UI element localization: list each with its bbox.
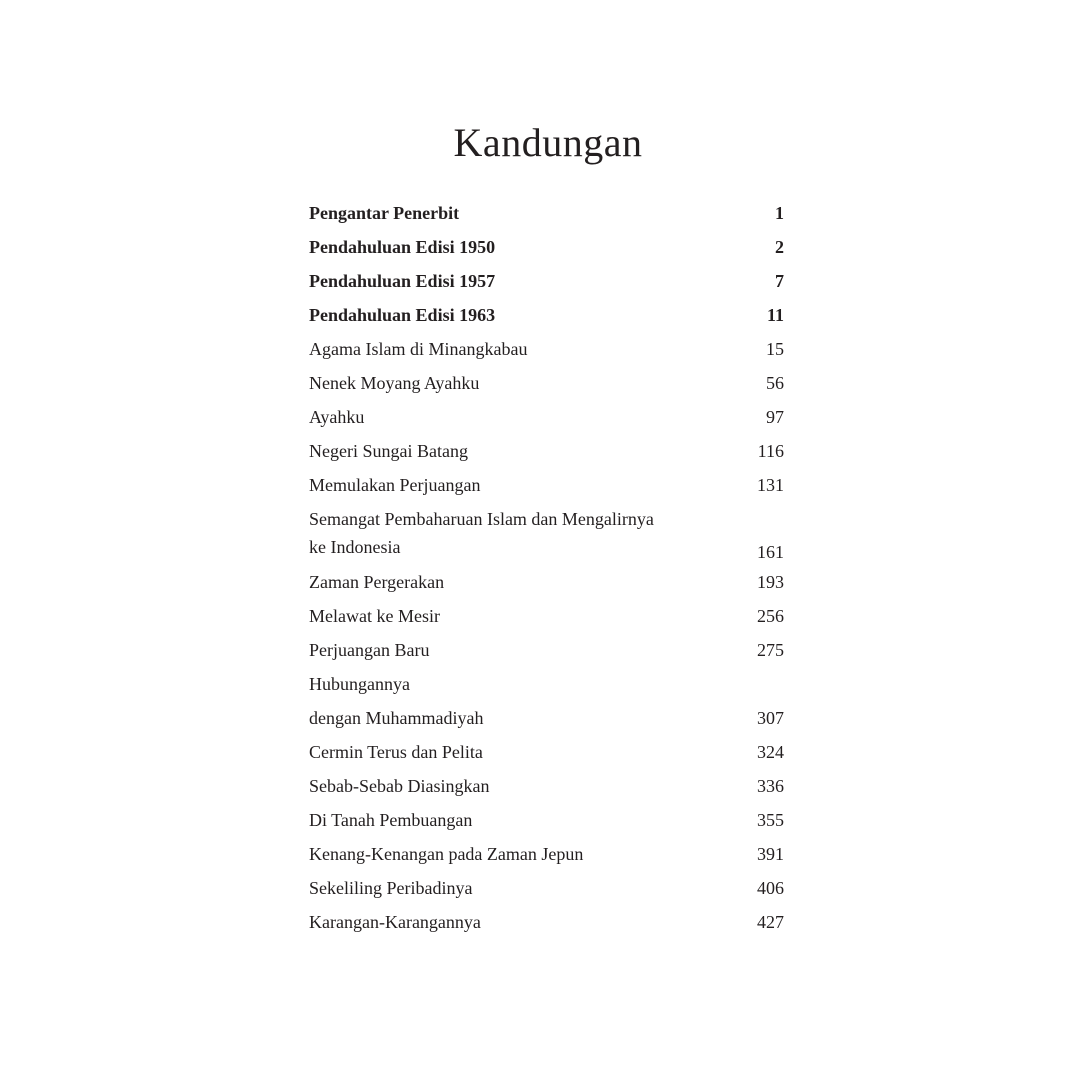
toc-entry — [309, 301, 784, 335]
toc-entry — [309, 840, 784, 874]
table-of-contents — [309, 199, 784, 942]
toc-entry-title: Sebab-Sebab Diasingkan — [309, 776, 490, 796]
toc-entry — [309, 704, 784, 738]
toc-entry-title: Kenang-Kenangan pada Zaman Jepun — [309, 844, 584, 864]
toc-entry-page: 161 — [757, 542, 784, 563]
toc-entry-title: Pendahuluan Edisi 1963 — [309, 305, 496, 325]
toc-entry — [309, 233, 784, 267]
toc-entry-title: Ayahku — [309, 407, 365, 427]
toc-entry — [309, 505, 784, 568]
toc-entry-title: Memulakan Perjuangan — [309, 475, 481, 495]
toc-entry-page: 275 — [757, 640, 784, 660]
toc-entry-page: 193 — [757, 572, 784, 592]
toc-entry-title: Karangan-Karangannya — [309, 912, 481, 932]
toc-entry-page: 97 — [766, 407, 784, 427]
toc-entry-title: Nenek Moyang Ayahku — [309, 373, 480, 393]
toc-entry-title: Zaman Pergerakan — [309, 572, 445, 592]
toc-entry — [309, 199, 784, 233]
toc-entry-page: 116 — [757, 441, 784, 461]
toc-entry-page: 15 — [766, 339, 784, 359]
toc-entry — [309, 437, 784, 471]
toc-entry-title: Negeri Sungai Batang — [309, 441, 468, 461]
toc-entry-page: 56 — [766, 373, 784, 393]
toc-entry-title — [309, 510, 719, 558]
toc-entry-title: dengan Muhammadiyah — [309, 708, 484, 728]
toc-entry-page: 256 — [757, 606, 784, 626]
toc-entry — [309, 335, 784, 369]
page-title: Kandungan — [453, 119, 643, 165]
toc-entry-title: Pengantar Penerbit — [309, 203, 460, 223]
toc-entry — [309, 471, 784, 505]
toc-entry-page: 427 — [757, 912, 784, 932]
toc-entry — [309, 602, 784, 636]
toc-entry — [309, 670, 784, 704]
toc-entry-page: 391 — [757, 844, 784, 864]
toc-entry-page: 336 — [757, 776, 784, 796]
toc-entry-title: Sekeliling Peribadinya — [309, 878, 473, 898]
toc-entry — [309, 568, 784, 602]
toc-entry-page: 131 — [757, 475, 784, 495]
toc-entry-page: 324 — [757, 742, 784, 762]
toc-entry-page: 406 — [757, 878, 784, 898]
toc-entry-page: 11 — [766, 305, 784, 325]
toc-entry — [309, 806, 784, 840]
toc-entry — [309, 369, 784, 403]
toc-entry — [309, 908, 784, 942]
toc-entry-title: Pendahuluan Edisi 1950 — [309, 237, 496, 257]
toc-entry — [309, 267, 784, 301]
toc-entry — [309, 738, 784, 772]
toc-entry-title: Hubungannya — [309, 674, 410, 694]
toc-entry-title: Di Tanah Pembuangan — [309, 810, 473, 830]
toc-entry-title: Cermin Terus dan Pelita — [309, 742, 483, 762]
toc-entry — [309, 874, 784, 908]
toc-entry-title: Perjuangan Baru — [309, 640, 430, 660]
toc-entry — [309, 403, 784, 437]
toc-entry-title-line: Semangat Pembaharuan Islam dan Mengalirnya — [309, 509, 654, 529]
toc-entry-title: Pendahuluan Edisi 1957 — [309, 271, 496, 291]
toc-entry — [309, 772, 784, 806]
toc-entry-title: Agama Islam di Minangkabau — [309, 339, 528, 359]
toc-entry-page: 7 — [775, 271, 784, 291]
toc-entry-page: 355 — [757, 810, 784, 830]
toc-entry-page: 2 — [775, 237, 784, 257]
toc-entry — [309, 636, 784, 670]
toc-entry-title: Melawat ke Mesir — [309, 606, 440, 626]
toc-entry-page: 307 — [757, 708, 784, 728]
toc-entry-page: 1 — [775, 203, 784, 223]
toc-entry-title-line: ke Indonesia — [309, 536, 401, 557]
